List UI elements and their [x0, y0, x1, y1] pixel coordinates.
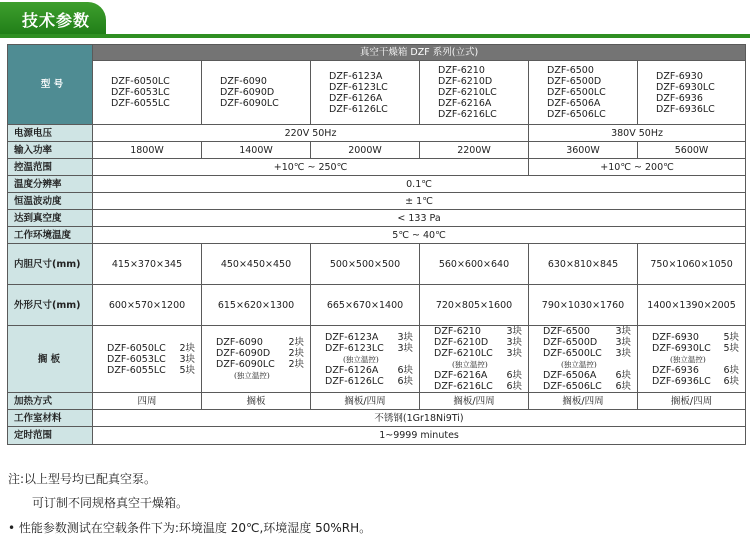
model-cell: DZF-6500 DZF-6500D DZF-6500LC DZF-6506A DZF-6506LC [529, 61, 638, 125]
model-cell: DZF-6210 DZF-6210D DZF-6210LC DZF-6216A DZF-6216LC [420, 61, 529, 125]
model-cell: DZF-6123A DZF-6123LC DZF-6126A DZF-6126LC [311, 61, 420, 125]
power-supply-label: 电源电压 [8, 125, 93, 142]
temp-range-label: 控温范围 [8, 159, 93, 176]
outer-size-value: 1400×1390×2005 [638, 285, 746, 326]
inner-size-value: 560×600×640 [420, 244, 529, 285]
temp-range-value: +10℃ ~ 200℃ [529, 159, 746, 176]
input-power-value: 2000W [311, 142, 420, 159]
ambient-value: 5℃ ~ 40℃ [93, 227, 746, 244]
heating-value: 搁板/四周 [638, 393, 746, 410]
inner-size-value: 750×1060×1050 [638, 244, 746, 285]
temp-fluctuation-label: 恒温波动度 [8, 193, 93, 210]
heating-value: 搁板/四周 [420, 393, 529, 410]
temp-resolution-value: 0.1℃ [93, 176, 746, 193]
outer-size-value: 600×570×1200 [93, 285, 202, 326]
heating-value: 搁板/四周 [529, 393, 638, 410]
table-caption: 真空干燥箱 DZF 系列(立式) [93, 45, 746, 61]
shelves-cell: DZF-6500 3块 DZF-6500D 3块 DZF-6500LC 3块 (独立温控) DZF-6506A 6块 DZF-6506LC 6块 [529, 326, 638, 393]
heating-value: 四周 [93, 393, 202, 410]
input-power-value: 5600W [638, 142, 746, 159]
heating-label: 加热方式 [8, 393, 93, 410]
temp-resolution-label: 温度分辨率 [8, 176, 93, 193]
vacuum-value: < 133 Pa [93, 210, 746, 227]
input-power-label: 输入功率 [8, 142, 93, 159]
inner-size-value: 415×370×345 [93, 244, 202, 285]
input-power-value: 2200W [420, 142, 529, 159]
ambient-label: 工作环境温度 [8, 227, 93, 244]
inner-size-label: 内胆尺寸(mm) [8, 244, 93, 285]
chamber-label: 工作室材料 [8, 410, 93, 427]
shelves-cell: DZF-6090 2块 DZF-6090D 2块 DZF-6090LC 2块 (独立温控) [202, 326, 311, 393]
outer-size-label: 外形尺寸(mm) [8, 285, 93, 326]
model-cell: DZF-6930 DZF-6930LC DZF-6936 DZF-6936LC [638, 61, 746, 125]
timer-label: 定时范围 [8, 427, 93, 445]
shelves-cell: DZF-6123A 3块 DZF-6123LC 3块 (独立温控) DZF-6126A 6块 DZF-6126LC 6块 [311, 326, 420, 393]
power-supply-value: 380V 50Hz [529, 125, 746, 142]
power-supply-value: 220V 50Hz [93, 125, 529, 142]
outer-size-value: 790×1030×1760 [529, 285, 638, 326]
inner-size-value: 630×810×845 [529, 244, 638, 285]
vacuum-label: 达到真空度 [8, 210, 93, 227]
temp-fluctuation-value: ± 1℃ [93, 193, 746, 210]
shelves-cell: DZF-6210 3块 DZF-6210D 3块 DZF-6210LC 3块 (独立温控) DZF-6216A 6块 DZF-6216LC 6块 [420, 326, 529, 393]
section-divider [0, 34, 750, 38]
outer-size-value: 720×805×1600 [420, 285, 529, 326]
input-power-value: 1800W [93, 142, 202, 159]
section-header [0, 0, 750, 42]
timer-value: 1~9999 minutes [93, 427, 746, 445]
shelves-label: 搁 板 [8, 326, 93, 393]
outer-size-value: 615×620×1300 [202, 285, 311, 326]
shelves-cell: DZF-6930 5块 DZF-6930LC 5块 (独立温控) DZF-6936 6块 DZF-6936LC 6块 [638, 326, 746, 393]
inner-size-value: 500×500×500 [311, 244, 420, 285]
note-line-1: 注:以上型号均已配真空泵。 [8, 472, 157, 486]
outer-size-value: 665×670×1400 [311, 285, 420, 326]
inner-size-value: 450×450×450 [202, 244, 311, 285]
note-line-3: • 性能参数测试在空载条件下为:环境温度 20℃,环境湿度 50%RH。 [8, 521, 372, 535]
model-cell: DZF-6050LC DZF-6053LC DZF-6055LC [93, 61, 202, 125]
temp-range-value: +10℃ ~ 250℃ [93, 159, 529, 176]
input-power-value: 3600W [529, 142, 638, 159]
heating-value: 搁板 [202, 393, 311, 410]
model-label: 型 号 [8, 45, 93, 125]
section-title: 技术参数 [22, 11, 91, 30]
model-cell: DZF-6090 DZF-6090D DZF-6090LC [202, 61, 311, 125]
shelves-cell: DZF-6050LC 2块 DZF-6053LC 3块 DZF-6055LC 5块 [93, 326, 202, 393]
spec-table [7, 44, 746, 445]
chamber-value: 不锈钢(1Gr18Ni9Ti) [93, 410, 746, 427]
note-line-2: 可订制不同规格真空干燥箱。 [32, 496, 189, 510]
heating-value: 搁板/四周 [311, 393, 420, 410]
input-power-value: 1400W [202, 142, 311, 159]
